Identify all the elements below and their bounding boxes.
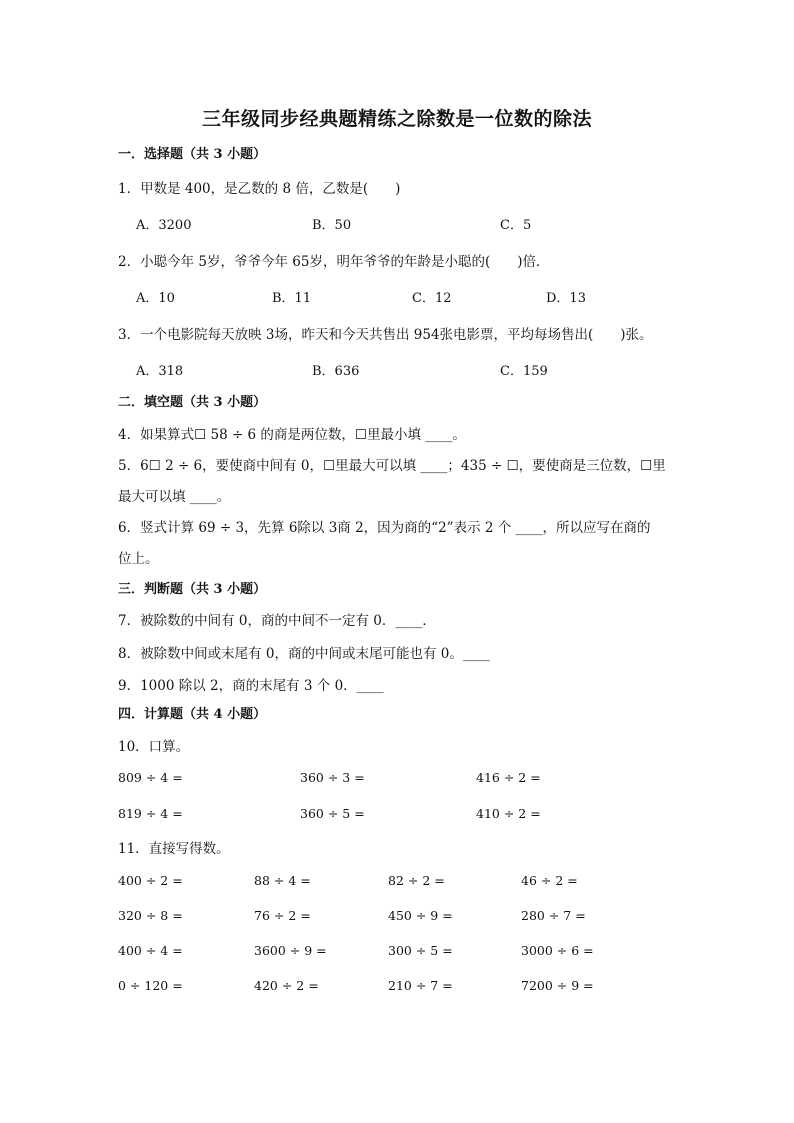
q3-option-b: B．636: [312, 364, 360, 379]
question-4: 4．如果算式☐ 58 ÷ 6 的商是两位数，☐里最小填 ____。: [118, 427, 466, 443]
q11-item: 320 ÷ 8 =: [118, 908, 183, 923]
question-1: 1．甲数是 400，是乙数的 8 倍，乙数是( ): [118, 181, 401, 197]
question-11: 11．直接写得数。: [118, 841, 230, 857]
q11-item: 300 ÷ 5 =: [388, 943, 453, 958]
q11-item: 210 ÷ 7 =: [388, 978, 453, 993]
q1-option-a: A．3200: [136, 218, 192, 233]
q11-item: 76 ÷ 2 =: [254, 908, 311, 923]
q3-option-c: C．159: [500, 364, 548, 379]
section-heading-judge: 三．判断题（共 3 小题）: [118, 582, 267, 597]
q11-item: 400 ÷ 2 =: [118, 873, 183, 888]
q11-item: 420 ÷ 2 =: [254, 978, 319, 993]
q10-item: 819 ÷ 4 =: [118, 806, 183, 821]
q11-item: 280 ÷ 7 =: [521, 908, 586, 923]
q11-item: 3000 ÷ 6 =: [521, 943, 594, 958]
q11-item: 0 ÷ 120 =: [118, 978, 183, 993]
q3-option-a: A．318: [136, 364, 184, 379]
q10-item: 410 ÷ 2 =: [476, 806, 541, 821]
question-2: 2．小聪今年 5岁，爷爷今年 65岁，明年爷爷的年龄是小聪的( )倍．: [118, 254, 550, 270]
q2-option-c: C．12: [412, 291, 452, 306]
q1-option-c: C．5: [500, 218, 532, 233]
q10-item: 360 ÷ 3 =: [300, 770, 365, 785]
q2-option-b: B．11: [272, 291, 312, 306]
question-5-line-1: 5．6☐ 2 ÷ 6，要使商中间有 0，☐里最大可以填 ____；435 ÷ ☐，要使商是三位数，☐里: [118, 458, 666, 474]
q11-item: 400 ÷ 4 =: [118, 943, 183, 958]
q11-item: 46 ÷ 2 =: [521, 873, 578, 888]
q10-item: 416 ÷ 2 =: [476, 770, 541, 785]
q11-item: 82 ÷ 2 =: [388, 873, 445, 888]
q10-item: 809 ÷ 4 =: [118, 770, 183, 785]
q11-item: 3600 ÷ 9 =: [254, 943, 327, 958]
q2-option-a: A．10: [136, 291, 175, 306]
section-heading-calc: 四．计算题（共 4 小题）: [118, 707, 267, 722]
question-5-line-2: 最大可以填 ____。: [118, 489, 231, 505]
q10-item: 360 ÷ 5 =: [300, 806, 365, 821]
question-3: 3．一个电影院每天放映 3场，昨天和今天共售出 954张电影票，平均每场售出( )张。: [118, 327, 653, 343]
page-title: 三年级同步经典题精练之除数是一位数的除法: [201, 108, 592, 130]
section-heading-choice: 一．选择题（共 3 小题）: [118, 147, 267, 162]
q11-item: 88 ÷ 4 =: [254, 873, 311, 888]
question-7: 7．被除数的中间有 0，商的中间不一定有 0．____．: [118, 613, 436, 629]
question-6-line-2: 位上。: [118, 551, 159, 567]
question-6-line-1: 6．竖式计算 69 ÷ 3，先算 6除以 3商 2，因为商的“2”表示 2 个 ____，所以应写在商的: [118, 520, 651, 536]
section-heading-fill: 二．填空题（共 3 小题）: [118, 395, 267, 410]
q11-item: 450 ÷ 9 =: [388, 908, 453, 923]
q11-item: 7200 ÷ 9 =: [521, 978, 594, 993]
q1-option-b: B．50: [312, 218, 352, 233]
question-8: 8．被除数中间或末尾有 0，商的中间或末尾可能也有 0。____: [118, 646, 490, 662]
question-10: 10．口算。: [118, 739, 190, 755]
q2-option-d: D．13: [546, 291, 586, 306]
question-9: 9．1000 除以 2，商的末尾有 3 个 0．____: [118, 678, 384, 694]
